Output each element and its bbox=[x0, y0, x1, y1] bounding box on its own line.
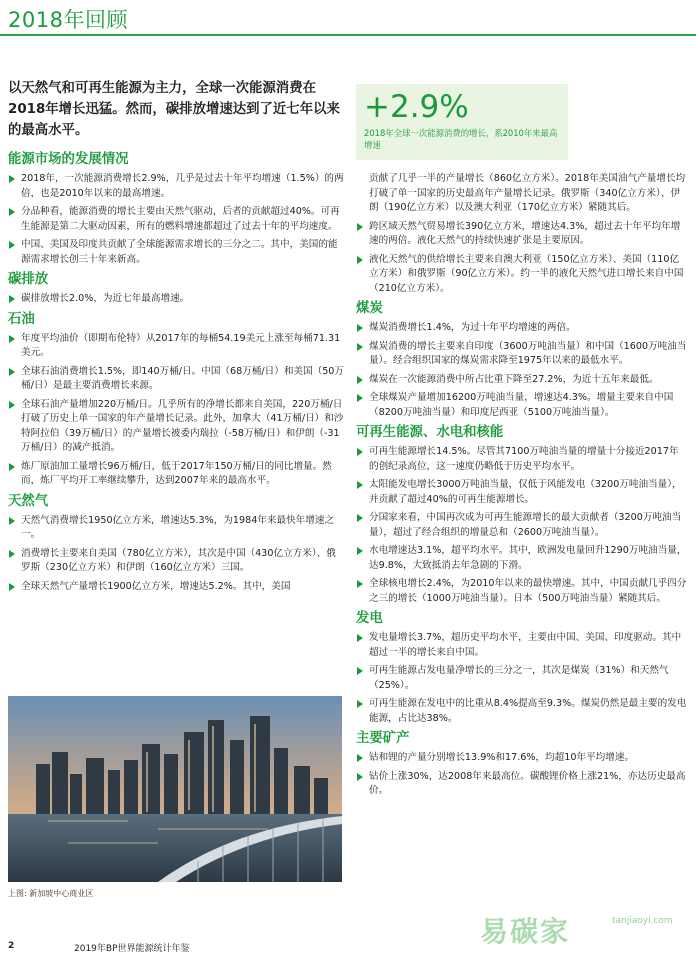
section-heading: 天然气 bbox=[8, 493, 49, 509]
bullet-triangle-icon bbox=[357, 394, 363, 402]
singapore-skyline-photo bbox=[8, 696, 342, 882]
page-title: 2018年回顾 bbox=[8, 8, 128, 32]
bullet-triangle-icon bbox=[9, 335, 15, 343]
bullet-triangle-icon bbox=[357, 343, 363, 351]
bullet-triangle-icon bbox=[357, 256, 363, 264]
list-item-continuation: 贡献了几乎一半的产量增长（860亿立方米）。2018年美国油气产量增长均打破了单一国家的历史最高年产量增长记录。俄罗斯（340亿立方米）、伊朗（190亿立方米）以及澳大利亚（170亿立方米）紧随其后。 bbox=[369, 173, 686, 213]
bullet-triangle-icon bbox=[9, 175, 15, 183]
section-heading: 主要矿产 bbox=[356, 731, 410, 746]
bullet-triangle-icon bbox=[9, 517, 15, 525]
highlight-value: +2.9% bbox=[364, 89, 469, 125]
bullet-triangle-icon bbox=[357, 448, 363, 456]
list-item: 煤炭在一次能源消费中所占比重下降至27.2%，为近十五年来最低。 bbox=[356, 373, 688, 388]
bullet-triangle-icon bbox=[9, 550, 15, 558]
list-item: 天然气消费增长1950亿立方米，增速达5.3%，为1984年来最快年增速之一。 bbox=[8, 514, 344, 543]
bullet-triangle-icon bbox=[357, 514, 363, 522]
bullet-triangle-icon bbox=[357, 376, 363, 384]
list-item: 发电量增长3.7%，超历史平均水平，主要由中国、美国、印度驱动。其中超过一半的增长来自中国。 bbox=[356, 631, 688, 660]
list-item: 2018年，一次能源消费增长2.9%，几乎是过去十年平均增速（1.5%）的两倍，也是2010年以来的最高增速。 bbox=[8, 172, 344, 201]
highlight-caption: 2018年全球一次能源消费的增长，系2010年来最高增速 bbox=[364, 128, 558, 150]
section-power bbox=[356, 610, 688, 726]
bullet-triangle-icon bbox=[9, 295, 15, 303]
bullet-triangle-icon bbox=[357, 580, 363, 588]
title-divider bbox=[0, 34, 696, 36]
section-renewables bbox=[356, 424, 688, 606]
list-item: 炼厂原油加工量增长96万桶/日，低于2017年150万桶/日的同比增量。然而，炼厂平均开工率继续攀升，达到2007年来的最高水平。 bbox=[8, 460, 344, 489]
bullet-triangle-icon bbox=[357, 547, 363, 555]
list-item: 全球石油产量增加220万桶/日。几乎所有的净增长都来自美国，220万桶/日打破了历史上单一国家的年产量增长记录。此外，加拿大（41万桶/日）和沙特阿拉伯（39万桶/日）的产量增长被委内瑞拉（-58万桶/日）和伊朗（-31万桶/日）的减产抵消。 bbox=[8, 398, 344, 456]
list-item: 液化天然气的供给增长主要来自澳大利亚（150亿立方米）、美国（110亿立方米）和俄罗斯（90亿立方米）。约一半的液化天然气进口增长来自中国（210亿立方米）。 bbox=[356, 253, 688, 297]
list-item: 水电增速达3.1%，超平均水平。其中，欧洲发电量回升1290万吨油当量，达9.8%，大致抵消去年急剧的下滑。 bbox=[356, 544, 688, 573]
bullet-triangle-icon bbox=[357, 481, 363, 489]
list-item: 全球天然气产量增长1900亿立方米，增速达5.2%。其中，美国 bbox=[8, 580, 344, 595]
section-carbon bbox=[8, 271, 344, 307]
bullet-triangle-icon bbox=[357, 634, 363, 642]
list-item: 全球煤炭产量增加16200万吨油当量，增速达4.3%。增量主要来自中国（8200万吨油当量）和印度尼西亚（5100万吨油当量）。 bbox=[356, 391, 688, 420]
watermark-logo: 易碳家 bbox=[480, 915, 571, 948]
list-item: 碳排放增长2.0%，为近七年最高增速。 bbox=[8, 292, 344, 307]
section-heading: 石油 bbox=[8, 311, 35, 327]
section-heading: 碳排放 bbox=[8, 272, 49, 287]
list-item: 煤炭消费的增长主要来自印度（3600万吨油当量）和中国（1600万吨油当量）。经合组织国家的煤炭需求降至1975年以来的最低水平。 bbox=[356, 340, 688, 369]
bullet-triangle-icon bbox=[357, 754, 363, 762]
right-column bbox=[356, 172, 688, 803]
bullet-triangle-icon bbox=[357, 223, 363, 231]
list-item: 分国家来看，中国再次成为可再生能源增长的最大贡献者（3200万吨油当量），超过了经合组织的增量总和（2600万吨油当量）。 bbox=[356, 511, 688, 540]
bullet-triangle-icon bbox=[9, 368, 15, 376]
bullet-triangle-icon bbox=[9, 583, 15, 591]
section-heading: 煤炭 bbox=[356, 301, 383, 316]
list-item: 全球核电增长2.4%，为2010年以来的最快增速。其中，中国贡献几乎四分之三的增长（1000万吨油当量）。日本（500万吨油当量）紧随其后。 bbox=[356, 577, 688, 606]
bullet-triangle-icon bbox=[9, 241, 15, 249]
photo-caption: 上图: 新加坡中心商业区 bbox=[8, 889, 94, 898]
section-natural-gas bbox=[8, 493, 344, 595]
footer-publication: 2019年BP世界能源统计年鉴 bbox=[74, 944, 190, 954]
watermark-url: tanjiaoyi.com bbox=[612, 916, 673, 926]
bullet-triangle-icon bbox=[357, 324, 363, 332]
page-number: 2 bbox=[8, 941, 15, 951]
bullet-triangle-icon bbox=[357, 667, 363, 675]
intro-paragraph: 以天然气和可再生能源为主力，全球一次能源消费在2018年增长迅猛。然而，碳排放增速达到了近七年以来的最高水平。 bbox=[8, 81, 340, 138]
bullet-triangle-icon bbox=[9, 463, 15, 471]
list-item: 跨区域天然气贸易增长390亿立方米，增速达4.3%，超过去十年平均年增速的两倍。液化天然气的持续快速扩张是主要原因。 bbox=[356, 220, 688, 249]
section-heading: 能源市场的发展情况 bbox=[8, 152, 129, 167]
section-minerals bbox=[356, 730, 688, 799]
bullet-triangle-icon bbox=[357, 700, 363, 708]
section-energy-market bbox=[8, 151, 344, 267]
list-item: 可再生能源增长14.5%。尽管其7100万吨油当量的增量十分接近2017年的创纪录高位，这一速度仍略低于历史平均水平。 bbox=[356, 445, 688, 474]
list-item: 全球石油消费增长1.5%，即140万桶/日。中国（68万桶/日）和美国（50万桶/日）是最主要消费增长来源。 bbox=[8, 365, 344, 394]
list-item: 钴价上涨30%，达2008年来最高位。碳酸锂价格上涨21%，亦达历史最高价。 bbox=[356, 770, 688, 799]
list-item: 分品种看，能源消费的增长主要由天然气驱动，后者的贡献超过40%。可再生能源是第二大驱动因素，所有的燃料增速都超过了过去十年的平均速度。 bbox=[8, 205, 344, 234]
section-oil bbox=[8, 311, 344, 489]
list-item: 钴和锂的产量分别增长13.9%和17.6%，均超10年平均增速。 bbox=[356, 751, 688, 766]
list-item: 年度平均油价（即期布伦特）从2017年的每桶54.19美元上涨至每桶71.31美元。 bbox=[8, 332, 344, 361]
bullet-triangle-icon bbox=[357, 773, 363, 781]
section-coal bbox=[356, 300, 688, 420]
left-column bbox=[8, 150, 344, 598]
highlight-box bbox=[356, 84, 568, 160]
list-item: 中国、美国及印度共贡献了全球能源需求增长的三分之二。其中，美国的能源需求增长创三十年来新高。 bbox=[8, 238, 344, 267]
section-heading: 发电 bbox=[356, 611, 383, 626]
list-item: 可再生能源在发电中的比重从8.4%提高至9.3%。煤炭仍然是最主要的发电能源，占比达38%。 bbox=[356, 697, 688, 726]
list-item: 可再生能源占发电量净增长的三分之一，其次是煤炭（31%）和天然气（25%）。 bbox=[356, 664, 688, 693]
list-item: 煤炭消费增长1.4%，为过十年平均增速的两倍。 bbox=[356, 321, 688, 336]
bullet-triangle-icon bbox=[9, 208, 15, 216]
list-item: 太阳能发电增长3000万吨油当量，仅低于风能发电（3200万吨油当量），并贡献了超过40%的可再生能源增长。 bbox=[356, 478, 688, 507]
section-heading: 可再生能源、水电和核能 bbox=[356, 425, 504, 440]
bullet-triangle-icon bbox=[9, 401, 15, 409]
list-item: 消费增长主要来自美国（780亿立方米），其次是中国（430亿立方米）、俄罗斯（230亿立方米）和伊朗（160亿立方米）三国。 bbox=[8, 547, 344, 576]
